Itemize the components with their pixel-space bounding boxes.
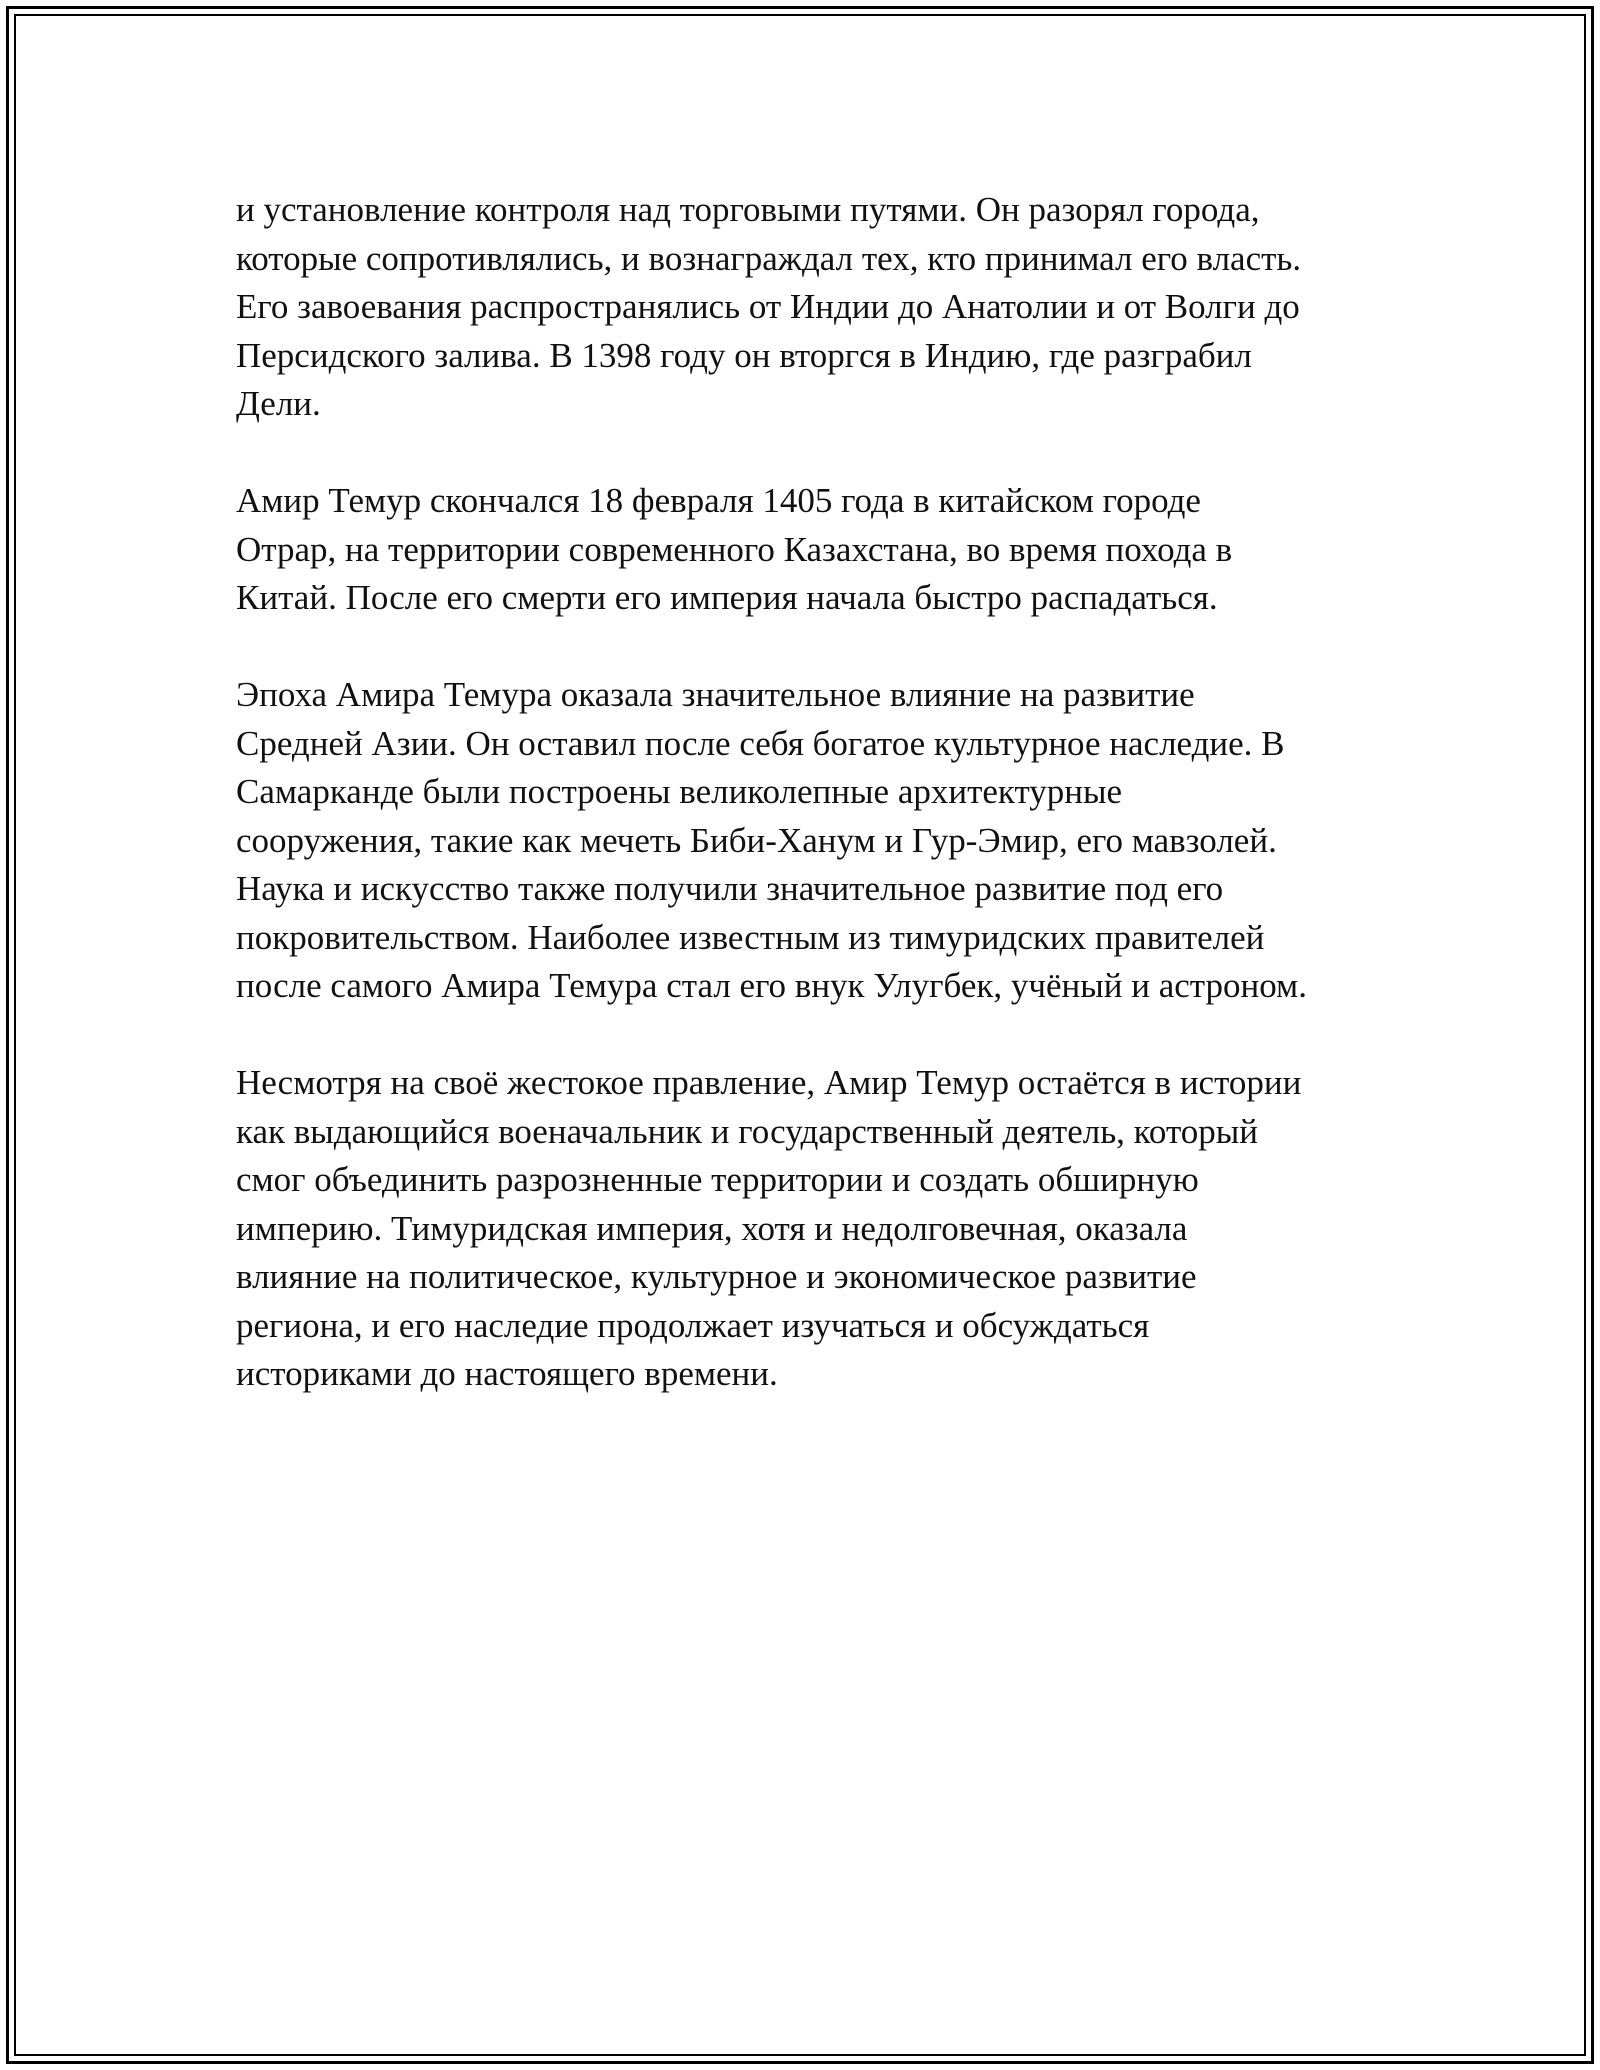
text-line: историками до настоящего времени. <box>236 1354 778 1393</box>
text-line: Его завоевания распространялись от Индии до Анатолии и от Волги до <box>236 287 1300 326</box>
text-line: и установление контроля над торговыми путями. Он разорял города, <box>236 190 1260 229</box>
text-line: смог объединить разрозненные территории и создать обширную <box>236 1160 1199 1199</box>
text-line: покровительством. Наиболее известным из тимуридских правителей <box>236 917 1265 957</box>
text-line: Китай. После его смерти его империя начала быстро распадаться. <box>236 578 1218 617</box>
text-line: Эпоха Амира Темура оказала значительное влияние на развитие <box>236 675 1195 714</box>
text-line: которые сопротивлялись, и вознаграждал тех, кто принимал его власть. <box>236 238 1302 278</box>
text-line: Персидского залива. В 1398 году он вторгся в Индию, где разграбил <box>236 335 1252 375</box>
paragraph-legacy-culture <box>236 671 1376 1011</box>
paragraph-conquests <box>236 186 1376 429</box>
text-line: Наука и искусство также получили значительное развитие под его <box>236 869 1224 908</box>
text-line: Отрар, на территории современного Казахстана, во время похода в <box>236 529 1233 569</box>
text-line: после самого Амира Темура стал его внук Улугбек, учёный и астроном. <box>236 966 1307 1005</box>
text-line: сооружения, такие как мечеть Биби-Ханум и Гур-Эмир, его мавзолей. <box>236 820 1277 860</box>
text-line: империю. Тимуридская империя, хотя и недолговечная, оказала <box>236 1208 1188 1248</box>
text-line: Дели. <box>236 384 321 423</box>
paragraph-conclusion <box>236 1059 1376 1399</box>
text-line: Несмотря на своё жестокое правление, Амир Темур остаётся в истории <box>236 1063 1302 1102</box>
text-line: региона, и его наследие продолжает изучаться и обсуждаться <box>236 1305 1150 1345</box>
text-line: Средней Азии. Он оставил после себя богатое культурное наследие. В <box>236 723 1285 763</box>
text-line: Самарканде были построены великолепные архитектурные <box>236 772 1123 811</box>
document-body <box>236 186 1376 1447</box>
text-line: как выдающийся военачальник и государственный деятель, который <box>236 1111 1259 1151</box>
text-line: влияние на политическое, культурное и экономическое развитие <box>236 1257 1197 1296</box>
paragraph-death <box>236 477 1376 623</box>
text-line: Амир Темур скончался 18 февраля 1405 года в китайском городе <box>236 481 1201 520</box>
